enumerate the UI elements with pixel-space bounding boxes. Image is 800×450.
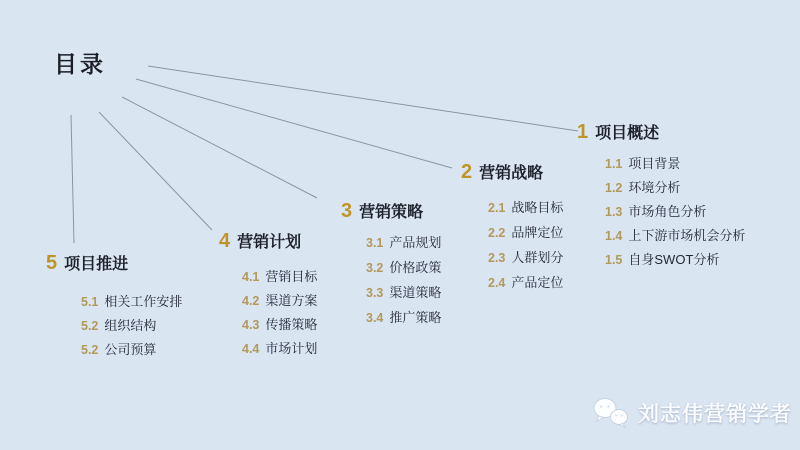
section-project-advancement: [46, 251, 182, 362]
item-label: 价格政策: [389, 260, 442, 275]
section-marketing-tactics: [341, 199, 441, 331]
item-label: 组织结构: [104, 318, 157, 333]
connector-line-4: [99, 112, 212, 230]
toc-item: [81, 338, 182, 362]
toc-item: [81, 290, 182, 314]
section-item-list: [46, 290, 182, 362]
item-number: 3.1: [366, 236, 384, 250]
section-number: 5: [46, 252, 58, 274]
toc-item: [605, 152, 745, 176]
watermark: [592, 397, 792, 429]
item-number: 1.4: [605, 229, 623, 243]
item-number: 5.2: [81, 343, 99, 357]
item-label: 营销目标: [265, 269, 318, 284]
toc-item: [488, 271, 563, 296]
item-label: 产品规划: [389, 235, 442, 250]
item-label: 人群划分: [511, 250, 564, 265]
section-marketing-plan: [219, 229, 317, 361]
section-title: 项目概述: [595, 125, 660, 142]
item-label: 环境分析: [628, 180, 681, 195]
item-label: 推广策略: [389, 310, 442, 325]
item-number: 4.1: [242, 270, 260, 284]
connector-line-1: [148, 66, 578, 131]
toc-item: [242, 337, 317, 361]
item-number: 5.2: [81, 319, 99, 333]
section-item-list: [341, 231, 441, 331]
section-project-overview: [577, 120, 745, 272]
section-title: 项目推进: [64, 256, 129, 273]
section-heading: [461, 160, 563, 184]
section-heading: [341, 199, 441, 223]
section-item-list: [577, 152, 745, 272]
toc-item: [605, 176, 745, 200]
section-number: 4: [219, 230, 231, 252]
connector-line-2: [136, 79, 452, 168]
connector-line-3: [122, 97, 317, 198]
toc-item: [488, 221, 563, 246]
toc-item: [366, 281, 441, 306]
item-number: 2.1: [488, 201, 506, 215]
toc-item: [605, 200, 745, 224]
item-number: 3.4: [366, 311, 384, 325]
item-number: 3.2: [366, 261, 384, 275]
section-heading: [577, 120, 745, 144]
toc-item: [366, 256, 441, 281]
item-number: 1.2: [605, 181, 623, 195]
item-label: 传播策略: [265, 317, 318, 332]
item-number: 2.4: [488, 276, 506, 290]
section-title: 营销计划: [237, 234, 302, 251]
section-number: 3: [341, 200, 353, 222]
item-label: 市场计划: [265, 341, 318, 356]
item-label: 品牌定位: [511, 225, 564, 240]
section-title: 营销战略: [479, 165, 544, 182]
section-heading: [46, 251, 182, 275]
section-number: 2: [461, 161, 473, 183]
item-number: 1.1: [605, 157, 623, 171]
section-item-list: [219, 265, 317, 361]
toc-item: [605, 248, 745, 272]
toc-item: [605, 224, 745, 248]
item-number: 1.3: [605, 205, 623, 219]
toc-item: [242, 265, 317, 289]
toc-item: [488, 196, 563, 221]
toc-item: [81, 314, 182, 338]
toc-item: [488, 246, 563, 271]
item-label: 战略目标: [511, 200, 564, 215]
item-label: 渠道方案: [265, 293, 318, 308]
section-title: 营销策略: [359, 204, 424, 221]
toc-item: [242, 313, 317, 337]
wechat-icon: [592, 397, 630, 429]
section-heading: [219, 229, 317, 253]
item-label: 相关工作安排: [104, 294, 183, 309]
item-label: 项目背景: [628, 156, 681, 171]
toc-item: [366, 231, 441, 256]
item-number: 4.4: [242, 342, 260, 356]
item-number: 2.2: [488, 226, 506, 240]
toc-item: [366, 306, 441, 331]
section-number: 1: [577, 121, 589, 143]
item-number: 4.3: [242, 318, 260, 332]
item-number: 2.3: [488, 251, 506, 265]
item-number: 5.1: [81, 295, 99, 309]
item-label: 产品定位: [511, 275, 564, 290]
item-label: 公司预算: [104, 342, 157, 357]
item-label: 渠道策略: [389, 285, 442, 300]
toc-item: [242, 289, 317, 313]
item-label: 自身SWOT分析: [628, 252, 720, 267]
page-title: 目录: [54, 51, 106, 77]
watermark-text: 刘志伟营销学者: [638, 403, 792, 426]
section-item-list: [461, 196, 563, 296]
item-label: 市场角色分析: [628, 204, 707, 219]
item-label: 上下游市场机会分析: [628, 228, 746, 243]
item-number: 1.5: [605, 253, 623, 267]
item-number: 3.3: [366, 286, 384, 300]
connector-line-5: [71, 115, 74, 243]
section-marketing-strategy: [461, 160, 563, 296]
item-number: 4.2: [242, 294, 260, 308]
